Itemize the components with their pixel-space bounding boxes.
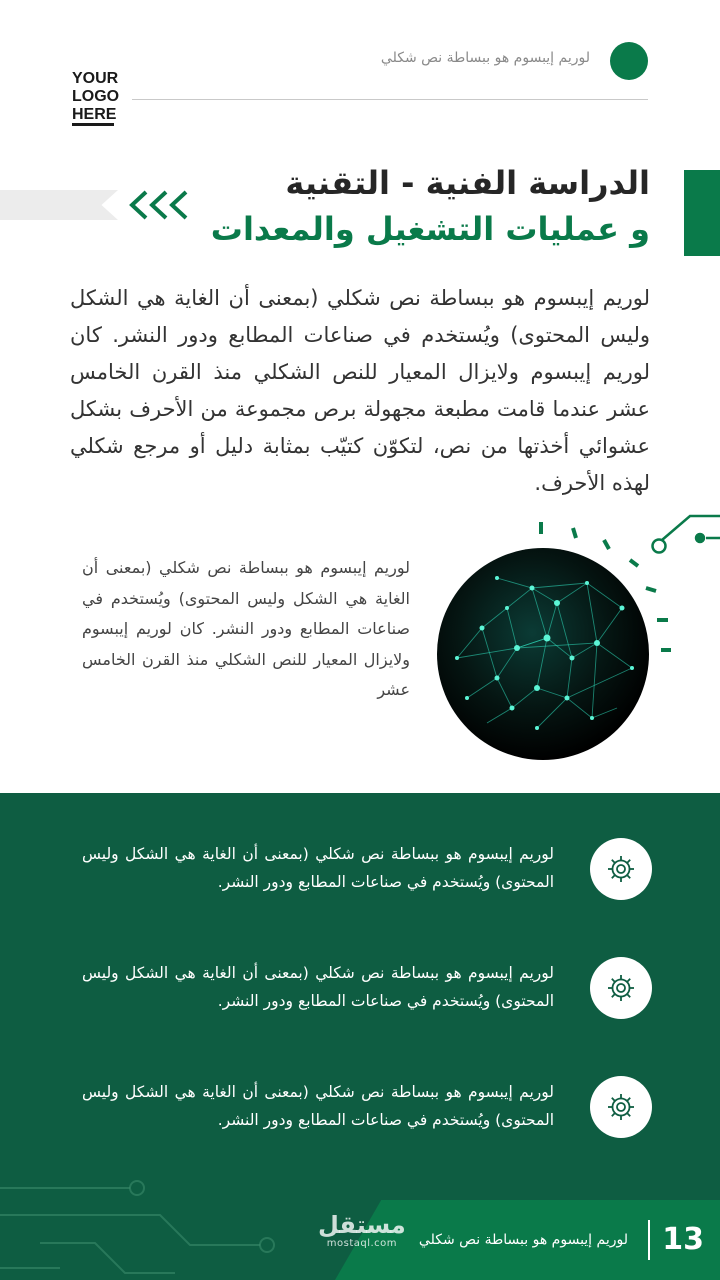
gear-icon bbox=[605, 853, 637, 885]
circuit-decoration bbox=[0, 1173, 340, 1280]
logo-underline bbox=[72, 123, 114, 126]
header-tagline: لوريم إيبسوم هو ببساطة نص شكلي bbox=[380, 50, 590, 66]
watermark-sub: mostaql.com bbox=[326, 1238, 398, 1249]
title-accent-bar bbox=[684, 170, 720, 256]
footer-separator bbox=[648, 1220, 650, 1260]
page-title-line2: و عمليات التشغيل والمعدات bbox=[210, 210, 650, 248]
logo bbox=[72, 70, 132, 124]
feature-icon-1 bbox=[590, 838, 652, 900]
intro-paragraph: لوريم إيبسوم هو ببساطة نص شكلي (بمعنى أن الغاية هي الشكل وليس المحتوى) ويُستخدم في صناعات المطابع ودور النشر. كان لوريم إيبسوم ولايزال المعيار للنص الشكلي منذ القرن الخامس عشر عندما قامت مطبعة مجهولة برص مجموعة من الأحرف بشكل عشوائي أخذتها من نص، لتكوّن كتيّب بمثابة دليل أو مرجع شكلي لهذه الأحرف. bbox=[70, 286, 650, 495]
feature-icon-2 bbox=[590, 957, 652, 1019]
feature-text-1: لوريم إيبسوم هو ببساطة نص شكلي (بمعنى أن الغاية هي الشكل وليس المحتوى) ويُستخدم في صناعات المطابع ودور النشر. bbox=[82, 845, 554, 891]
watermark bbox=[318, 1212, 406, 1249]
network-graphic bbox=[437, 548, 649, 760]
watermark-main: مستقل bbox=[318, 1211, 406, 1239]
feature-text-3: لوريم إيبسوم هو ببساطة نص شكلي (بمعنى أن الغاية هي الشكل وليس المحتوى) ويُستخدم في صناعات المطابع ودور النشر. bbox=[82, 1083, 554, 1129]
logo-line: LOGO bbox=[72, 88, 120, 105]
header-divider bbox=[132, 99, 648, 100]
gear-icon bbox=[605, 972, 637, 1004]
header-dot bbox=[610, 42, 648, 80]
gear-icon bbox=[605, 1091, 637, 1123]
middle-paragraph: لوريم إيبسوم هو ببساطة نص شكلي (بمعنى أن الغاية هي الشكل وليس المحتوى) ويُستخدم في صناعات المطابع ودور النشر. كان لوريم إيبسوم ولايزال المعيار للنص الشكلي منذ القرن الخامس عشر bbox=[82, 558, 410, 699]
page-title-line1: الدراسة الفنية - التقنية bbox=[285, 164, 650, 202]
logo-line: HERE bbox=[72, 106, 117, 123]
feature-text-2: لوريم إيبسوم هو ببساطة نص شكلي (بمعنى أن الغاية هي الشكل وليس المحتوى) ويُستخدم في صناعات المطابع ودور النشر. bbox=[82, 964, 554, 1010]
footer-tagline: لوريم إيبسوم هو ببساطة نص شكلي bbox=[418, 1232, 628, 1248]
network-globe-image bbox=[437, 548, 649, 760]
page-number: 13 bbox=[662, 1222, 704, 1257]
feature-icon-3 bbox=[590, 1076, 652, 1138]
title-ribbon bbox=[0, 190, 118, 220]
chevrons-left-icon bbox=[126, 186, 198, 224]
logo-line: YOUR bbox=[72, 70, 119, 87]
